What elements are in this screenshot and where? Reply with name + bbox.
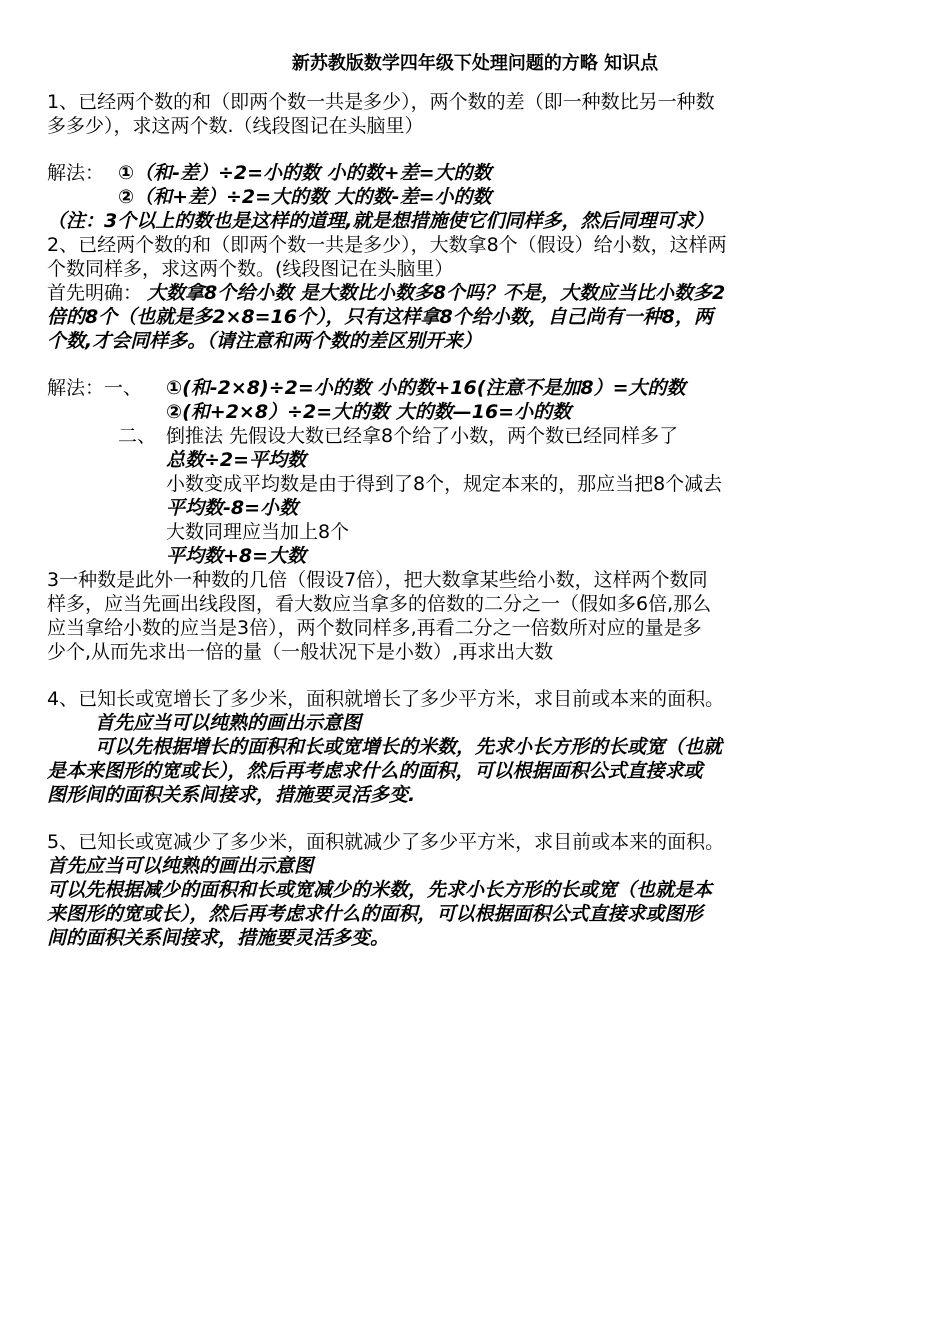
s2-method2-text: 倒推法 先假设大数已经拿8个给了小数，两个数已经同样多了 [166,425,679,447]
s2-big-formula: 平均数+8=大数 [166,545,307,567]
s5-bold-line: 首先应当可以纯熟的画出示意图 [47,855,314,877]
s2-method2-label: 二、 [118,425,157,447]
s2-emphasis: 个数,才会同样多。（请注意和两个数的差区别开来） [47,330,482,352]
s2-line: 个数同样多，求这两个数。(线段图记在头脑里） [47,258,454,280]
s3-line: 3一种数是此外一种数的几倍（假设7倍），把大数拿某些给小数，这样两个数同 [47,569,708,591]
s2-big-text: 大数同理应当加上8个 [166,521,350,543]
s3-line: 少个,从而先求出一倍的量（一般状况下是小数）,再求出大数 [47,641,554,663]
s2-formula: ①(和-2×8)÷2=小的数 小的数+16(注意不是加8）=大的数 [166,377,686,399]
s4-line: 4、已知长或宽增长了多少米，面积就增长了多少平方米，求目前或本来的面积。 [47,688,725,710]
s2-emphasis: 大数拿8个给小数 是大数比小数多8个吗？不是，大数应当比小数多2 [147,282,726,304]
s2-formula: ②(和+2×8）÷2=大的数 大的数—16=小的数 [166,401,572,423]
s4-bold-line: 首先应当可以纯熟的画出示意图 [95,712,362,734]
s1-line: 多多少），求这两个数.（线段图记在头脑里） [47,115,424,137]
s1-solution-label: 解法： [47,162,105,184]
s3-line: 样多，应当先画出线段图，看大数应当拿多的倍数的二分之一（假如多6倍,那么 [47,593,712,615]
page-title: 新苏教版数学四年级下处理问题的方略 知识点 [291,53,659,74]
s2-first-label: 首先明确： [47,282,143,304]
s1-formula: ①（和-差）÷2=小的数 小的数+差=大的数 [118,162,492,184]
s2-emphasis: 倍的8个（也就是多2×8=16个），只有这样拿8个给小数，自己尚有一种8，两 [47,306,713,328]
s4-bold-line: 图形间的面积关系间接求，措施要灵活多变. [47,784,416,806]
s2-average-formula: 总数÷2=平均数 [166,449,307,471]
s1-formula: ②（和+差）÷2=大的数 大的数-差=小的数 [118,186,492,208]
s4-bold-line: 是本来图形的宽或长），然后再考虑求什么的面积，可以根据面积公式直接求或 [47,760,703,782]
s3-line: 应当拿给小数的应当是3倍），两个数同样多,再看二分之一倍数所对应的量是多 [47,617,702,639]
s1-note: （注：3个以上的数也是这样的道理,就是想措施使它们同样多，然后同理可求） [47,210,714,232]
s5-bold-line: 间的面积关系间接求，措施要灵活多变。 [47,927,390,949]
s2-line: 2、已经两个数的和（即两个数一共是多少），大数拿8个（假设）给小数，这样两 [47,234,727,256]
s5-bold-line: 来图形的宽或长），然后再考虑求什么的面积，可以根据面积公式直接求或图形 [47,903,703,925]
s4-bold-line: 可以先根据增长的面积和长或宽增长的米数，先求小长方形的长或宽（也就 [95,736,723,758]
s2-small-formula: 平均数-8=小数 [166,497,299,519]
s5-bold-line: 可以先根据减少的面积和长或宽减少的米数，先求小长方形的长或宽（也就是本 [47,879,713,901]
s1-line: 1、已经两个数的和（即两个数一共是多少），两个数的差（即一种数比另一种数 [47,91,715,113]
s2-solution-label: 解法：一、 [47,377,143,399]
s5-line: 5、已知长或宽减少了多少米，面积就减少了多少平方米，求目前或本来的面积。 [47,831,725,853]
s2-small-text: 小数变成平均数是由于得到了8个，规定本来的，那应当把8个减去 [166,473,723,495]
